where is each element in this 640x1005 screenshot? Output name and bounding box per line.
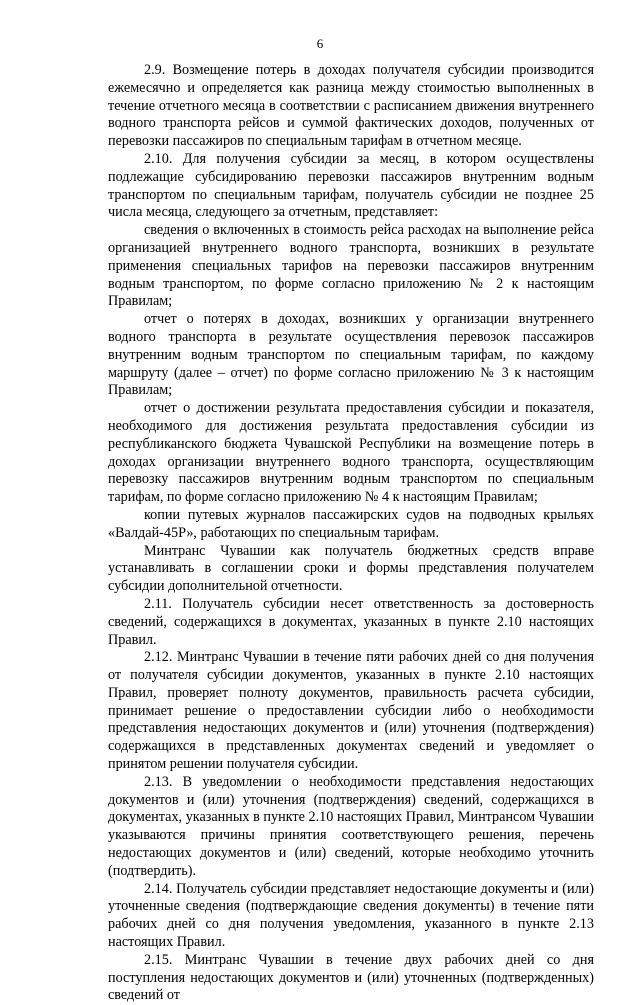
list-item-expense-info: сведения о включенных в стоимость рейса расходах на выполнение рейса организацией внутреннего водного транспорта, возникших в результате применения специальных тарифов на перевозки пассажиров внутренним водным транспортом, по форме согласно приложению № 2 к настоящим Правилам; xyxy=(108,222,594,310)
paragraph-2-12: 2.12. Минтранс Чувашии в течение пяти рабочих дней со дня получения от получателя субсидии документов, указанных в пункте 2.10 настоящих Правил, проверяет полноту документов, правильность расчета субсидии, принимает решение о предоставлении субсидии либо о необходимости представления недостающих документов и (или) уточнения (подтверждения) содержащихся в представленных документах сведений и уведомляет о принятом решении получателя субсидии. xyxy=(108,649,594,773)
page-number: 6 xyxy=(316,36,324,51)
document-body xyxy=(108,62,594,1005)
paragraph-2-11: 2.11. Получатель субсидии несет ответственность за достоверность сведений, содержащихся в документах, указанных в пункте 2.10 настоящих Правил. xyxy=(108,595,594,648)
list-item-loss-report: отчет о потерях в доходах, возникших у организации внутреннего водного транспорта в результате осуществления перевозок пассажиров внутренним водным транспортом по специальным тарифам, по каждому маршруту (далее – отчет) по форме согласно приложению № 3 к настоящим Правилам; xyxy=(108,311,594,399)
paragraph-2-9: 2.9. Возмещение потерь в доходах получателя субсидии производится ежемесячно и определяется как разница между стоимостью выполненных в течение отчетного месяца в соответствии с расписанием движения внутреннего водного транспорта рейсов и суммой фактических доходов, полученных от перевозки пассажиров по специальным тарифам в отчетном месяце. xyxy=(108,62,594,150)
list-item-logbook-copies: копии путевых журналов пассажирских судов на подводных крыльях «Валдай-45Р», работающих по специальным тарифам. xyxy=(108,506,594,541)
paragraph-2-15: 2.15. Минтранс Чувашии в течение двух рабочих дней со дня поступления недостающих документов и (или) уточненных (подтвержденных) сведений от xyxy=(108,951,594,1004)
paragraph-2-13: 2.13. В уведомлении о необходимости представления недостающих документов и (или) уточнения (подтверждения) сведений, содержащихся в документах, указанных в пункте 2.10 настоящих Правил, Минтрансом Чувашии указываются причины принятия соответствующего решения, перечень недостающих документов и (или) сведений, которые необходимо уточнить (подтвердить). xyxy=(108,773,594,879)
paragraph-2-14: 2.14. Получатель субсидии представляет недостающие документы и (или) уточненные сведения (подтверждающие сведения документы) в течение пяти рабочих дней со дня получения уведомления, указанного в пункте 2.13 настоящих Правил. xyxy=(108,880,594,951)
paragraph-additional-reporting: Минтранс Чувашии как получатель бюджетных средств вправе устанавливать в соглашении сроки и формы представления получателем субсидии дополнительной отчетности. xyxy=(108,542,594,595)
paragraph-2-10: 2.10. Для получения субсидии за месяц, в котором осуществлены подлежащие субсидированию перевозки пассажиров внутренним водным транспортом по специальным тарифам, получатель субсидии не позднее 25 числа месяца, следующего за отчетным, представляет: xyxy=(108,150,594,221)
list-item-result-report: отчет о достижении результата предоставления субсидии и показателя, необходимого для достижения результата предоставления субсидии из республиканского бюджета Чувашской Республики на возмещение потерь в доходах организации внутреннего водного транспорта, осуществляющим перевозку пассажиров внутренним водным транспортом по специальным тарифам, по форме согласно приложению № 4 к настоящим Правилам; xyxy=(108,400,594,506)
